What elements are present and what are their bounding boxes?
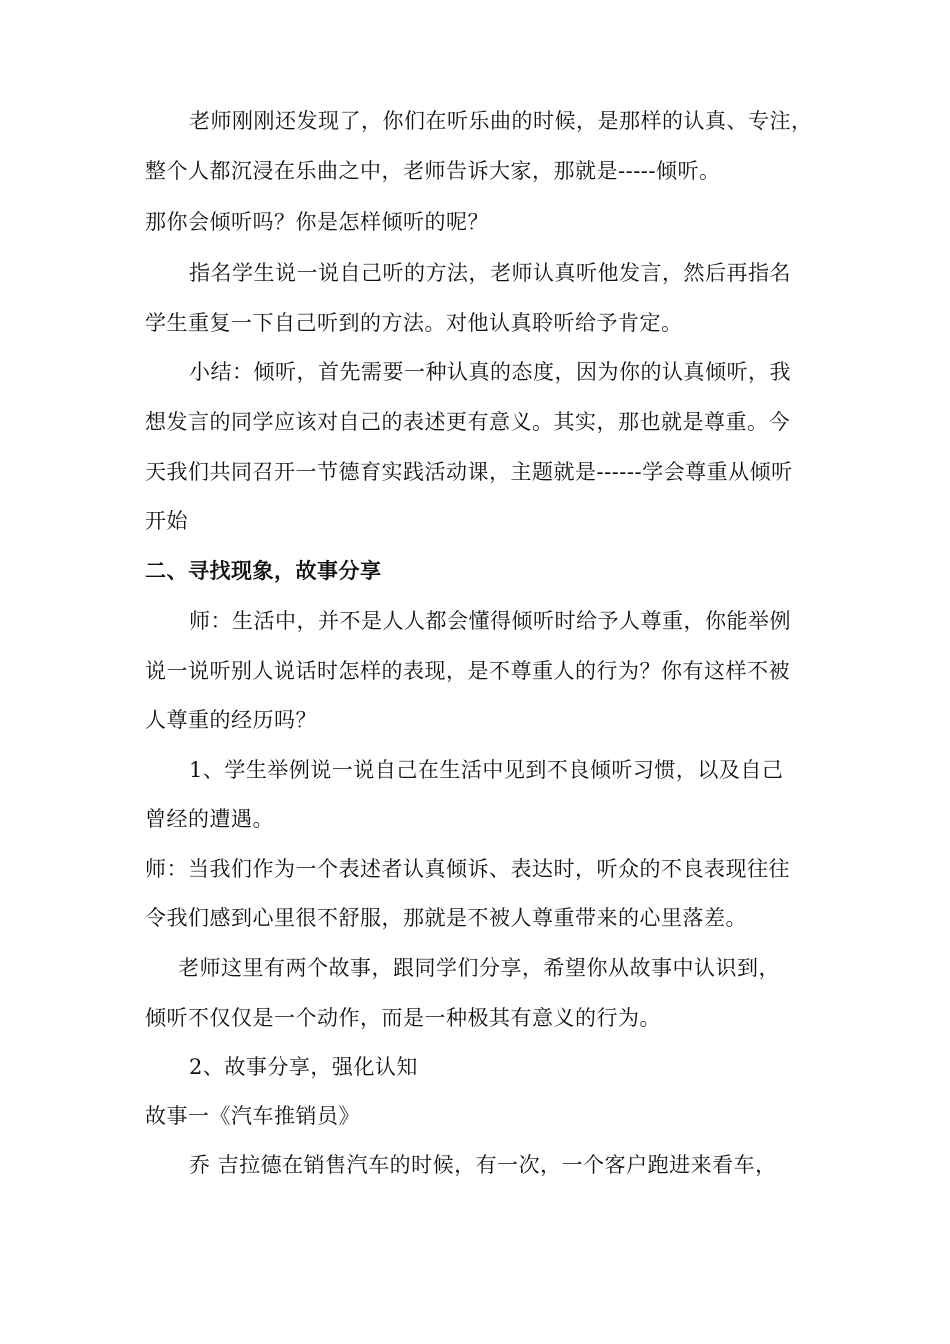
paragraph-line: 老师刚刚还发现了，你们在听乐曲的时候，是那样的认真、专注， <box>189 109 813 133</box>
paragraph-line: 1、学生举例说一说自己在生活中见到不良倾听习惯，以及自己 <box>189 758 784 782</box>
paragraph-line: 曾经的遭遇。 <box>145 807 274 831</box>
paragraph-line: 乔 吉拉德在销售汽车的时候，有一次，一个客户跑进来看车， <box>189 1153 777 1177</box>
paragraph-line: 说一说听别人说话时怎样的表现，是不尊重人的行为？你有这样不被 <box>145 659 790 683</box>
paragraph-line: 故事一《汽车推销员》 <box>145 1104 360 1128</box>
paragraph-line: 师：生活中，并不是人人都会懂得倾听时给予人尊重，你能举例 <box>189 609 791 633</box>
paragraph-line: 开始 <box>145 509 188 533</box>
paragraph-line: 那你会倾听吗？你是怎样倾听的呢？ <box>145 210 489 234</box>
paragraph-line: 师：当我们作为一个表述者认真倾诉、表达时，听众的不良表现往往 <box>145 857 790 881</box>
paragraph-line: 人尊重的经历吗？ <box>145 708 317 732</box>
paragraph-line: 想发言的同学应该对自己的表述更有意义。其实，那也就是尊重。今 <box>145 410 790 434</box>
paragraph-line: 老师这里有两个故事，跟同学们分享，希望你从故事中认识到， <box>178 956 780 980</box>
paragraph-line: 整个人都沉浸在乐曲之中，老师告诉大家，那就是-----倾听。 <box>145 159 721 183</box>
paragraph-line: 2、故事分享，强化认知 <box>189 1055 418 1079</box>
paragraph-line: 令我们感到心里很不舒服，那就是不被人尊重带来的心里落差。 <box>145 906 747 930</box>
paragraph-line: 指名学生说一说自己听的方法，老师认真听他发言，然后再指名 <box>189 261 791 285</box>
section-heading: 二、寻找现象，故事分享 <box>145 559 382 583</box>
paragraph-line: 小结：倾听，首先需要一种认真的态度，因为你的认真倾听，我 <box>189 360 791 384</box>
paragraph-line: 天我们共同召开一节德育实践活动课，主题就是------学会尊重从倾听 <box>145 460 793 484</box>
paragraph-line: 学生重复一下自己听到的方法。对他认真聆听给予肯定。 <box>145 311 683 335</box>
paragraph-line: 倾听不仅仅是一个动作，而是一种极其有意义的行为。 <box>145 1006 661 1030</box>
